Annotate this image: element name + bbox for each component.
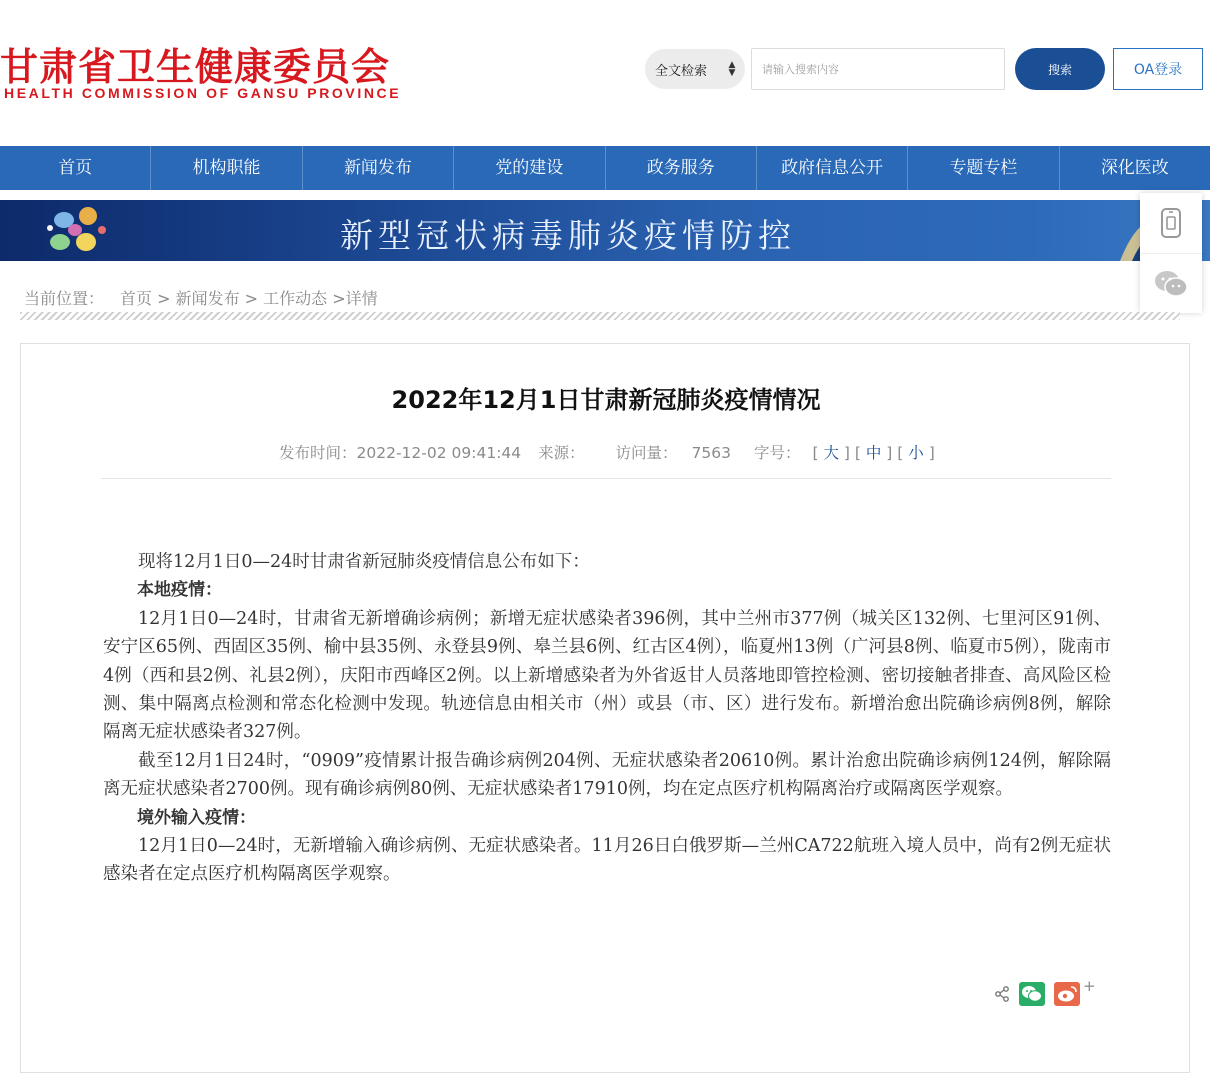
site-logo-cn[interactable]: 甘肃省卫生健康委员会 bbox=[0, 45, 391, 89]
search-type-select[interactable] bbox=[645, 49, 745, 89]
flower-logo-icon bbox=[42, 202, 114, 261]
wechat-icon bbox=[1154, 270, 1188, 298]
oa-login-button[interactable]: OA登录 bbox=[1113, 48, 1203, 90]
main-nav bbox=[0, 146, 1210, 190]
title-divider bbox=[101, 478, 1111, 479]
search-input[interactable] bbox=[751, 48, 1005, 90]
share-button[interactable] bbox=[994, 986, 1010, 1002]
share-wechat-button[interactable] bbox=[1019, 982, 1045, 1006]
share-weibo-button[interactable] bbox=[1054, 982, 1080, 1006]
share-icon bbox=[994, 986, 1010, 1002]
side-float-toolbar bbox=[1140, 193, 1202, 313]
article-paragraph: 截至12月1日24时，“0909”疫情累计报告确诊病例204例、无症状感染者20610例。累计治愈出院确诊病例124例，解除隔离无症状感染者2700例。现有确诊病例80例、无症状感染者17910例，均在定点医疗机构隔离治疗或隔离医学观察。 bbox=[103, 750, 1111, 800]
wechat-float-button[interactable] bbox=[1140, 254, 1202, 314]
source-label: 来源： bbox=[538, 444, 585, 462]
nav-item-topics[interactable]: 专题专栏 bbox=[908, 146, 1059, 190]
article-paragraph: 12月1日0—24时，无新增输入确诊病例、无症状感染者。11月26日白俄罗斯—兰州CA722航班入境人员中，尚有2例无症状感染者在定点医疗机构隔离医学观察。 bbox=[103, 836, 1111, 885]
banner-title: 新型冠状病毒肺炎疫情防控 bbox=[340, 216, 796, 255]
font-size-small-link[interactable]: 小 bbox=[908, 444, 924, 462]
search-type-label: 全文检索 bbox=[655, 63, 708, 79]
publish-time: 2022-12-02 09:41:44 bbox=[356, 444, 522, 462]
share-bar bbox=[994, 977, 1096, 1006]
wechat-share-icon bbox=[1019, 982, 1045, 1006]
nav-item-functions[interactable]: 机构职能 bbox=[151, 146, 302, 190]
font-size-medium-link[interactable]: 中 bbox=[865, 444, 882, 462]
nav-item-news[interactable]: 新闻发布 bbox=[303, 146, 454, 190]
article-paragraph: 12月1日0—24时，甘肃省无新增确诊病例；新增无症状感染者396例，其中兰州市377例（城关区132例、七里河区91例、安宁区65例、西固区35例、榆中县35例、永登县9例、皋兰县6例、红古区4例），临夏州13例（广河县8例、临夏市5例），陇南市4例（西和县2例、礼县2例），庆阳市西峰区2例。以上新增感染者为外省返甘人员落地即管控检测、密切接触者排查、高风险区检测、集中隔离点检测和常态化检测中发现。轨迹信息由相关市（州）或县（市、区）进行发布。新增治愈出院确诊病例8例，解除隔离无症状感染者327例。 bbox=[103, 608, 1111, 743]
section-heading-local: 本地疫情： bbox=[137, 580, 222, 601]
nav-item-party[interactable]: 党的建设 bbox=[454, 146, 605, 190]
breadcrumb bbox=[24, 286, 378, 309]
breadcrumb-divider bbox=[20, 312, 1180, 320]
article-meta: 发布时间：2022-12-02 09:41:44 来源： 访问量： 7563 字号： [ 大 ] [ 中 ] [ 小 ] bbox=[279, 444, 935, 462]
views-count: 7563 bbox=[691, 444, 731, 462]
breadcrumb-path[interactable]: 首页 > 新闻发布 > 工作动态 >详情 bbox=[120, 289, 378, 308]
nav-item-info-disclosure[interactable]: 政府信息公开 bbox=[757, 146, 908, 190]
mobile-version-button[interactable] bbox=[1140, 193, 1202, 254]
select-arrows-icon: ▲ ▼ bbox=[728, 60, 736, 78]
publish-time-label: 发布时间： bbox=[279, 444, 357, 462]
article-body bbox=[103, 548, 1111, 889]
breadcrumb-label: 当前位置： bbox=[24, 289, 105, 308]
nav-item-reform[interactable]: 深化医改 bbox=[1100, 158, 1169, 178]
mobile-phone-icon bbox=[1160, 208, 1182, 238]
weibo-share-icon bbox=[1054, 982, 1080, 1006]
nav-item-services[interactable]: 政务服务 bbox=[606, 146, 757, 190]
nav-item-home[interactable]: 首页 bbox=[0, 146, 151, 190]
font-size-label: 字号： bbox=[753, 444, 801, 462]
article-title: 2022年12月1日甘肃新冠肺炎疫情情况 bbox=[391, 386, 821, 414]
share-more-icon[interactable]: + bbox=[1083, 977, 1096, 995]
section-heading-imported: 境外输入疫情： bbox=[137, 807, 256, 828]
site-logo-en: HEALTH COMMISSION OF GANSU PROVINCE bbox=[4, 85, 402, 101]
covid-banner[interactable] bbox=[0, 200, 1210, 261]
article-container bbox=[20, 343, 1190, 1073]
views-label: 访问量： bbox=[615, 444, 678, 462]
font-size-large-link[interactable]: 大 bbox=[823, 444, 839, 462]
search-button[interactable]: 搜索 bbox=[1015, 48, 1105, 90]
article-paragraph: 现将12月1日0—24时甘肃省新冠肺炎疫情信息公布如下： bbox=[138, 552, 590, 572]
